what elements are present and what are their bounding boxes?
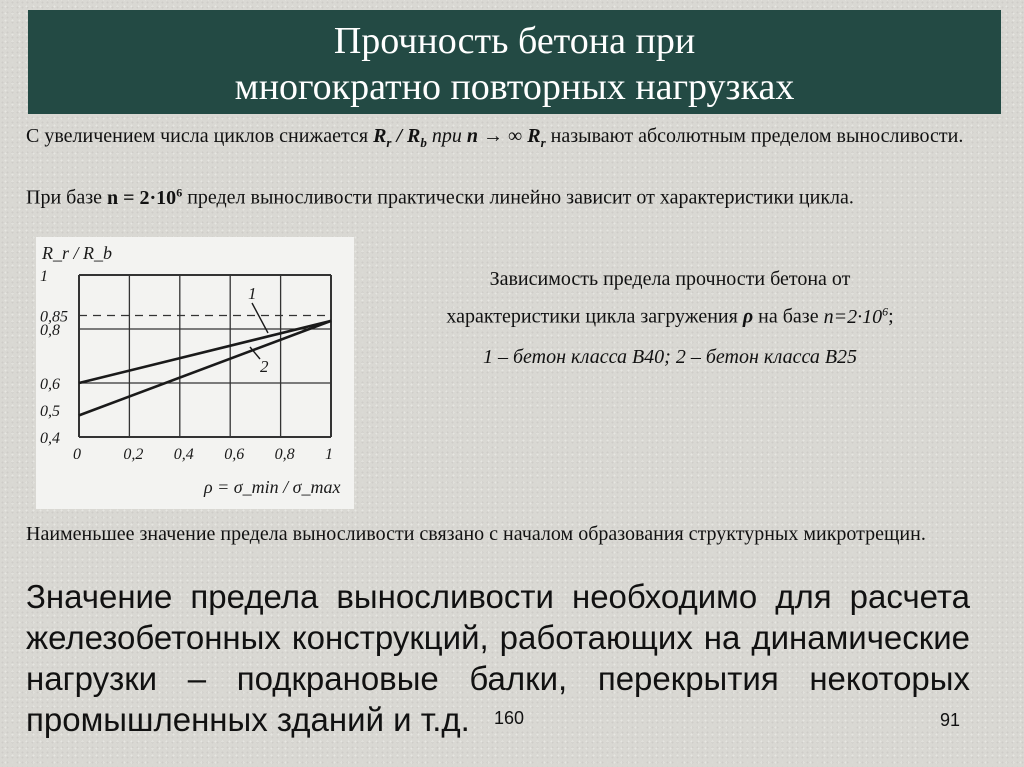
caption-line-2c: ; (888, 305, 894, 328)
x-tick-label: 0,8 (274, 446, 295, 463)
series-label-2: 2 (260, 357, 269, 376)
p2-formula-sup: 6 (176, 185, 183, 199)
p2-text-a: При базе (26, 186, 107, 209)
caption-line-1: Зависимость предела прочности бетона от (489, 268, 851, 290)
paragraph-1 (26, 124, 970, 155)
y-tick-label: 0,8 (40, 322, 60, 339)
y-tick-label: 0,5 (40, 403, 60, 420)
y-tick-label: 0,85 (40, 308, 68, 326)
p1-rb-sub: b (420, 135, 427, 150)
y-axis-label: R_r / R_b (42, 243, 112, 263)
page-number-left: 160 (494, 708, 525, 728)
page-number-right: 91 (940, 710, 961, 730)
y-tick-label: 1 (40, 268, 48, 285)
p1-arrow: → ∞ (478, 125, 528, 147)
p1-rr: R (373, 125, 387, 147)
paragraph-3: Наименьшее значение предела выносливости связано с началом образования структурных микротрещин. (26, 523, 926, 545)
caption-legend: 1 – бетон класса В40; 2 – бетон класса В25 (482, 345, 858, 368)
caption-base-sup: 6 (882, 304, 889, 318)
title-line-1: Прочность бетона при (333, 20, 696, 62)
p2-text-b: предел выносливости практически линейно зависит от характеристики цикла. (182, 186, 854, 209)
p1-slash: / (391, 125, 408, 147)
slide-title (28, 10, 1001, 114)
p1-rr2: R (527, 125, 541, 147)
x-tick-label: 1 (325, 446, 333, 463)
paragraph-2 (26, 180, 970, 210)
caption-line-2a: характеристики цикла загружения (446, 305, 743, 328)
p1-text-b: при (426, 125, 467, 147)
caption-rho: ρ (742, 305, 754, 328)
p1-text-c: называют абсолютным пределом выносливости. (545, 125, 964, 147)
p2-formula: n = 2·10 (106, 186, 177, 209)
x-tick-label: 0,6 (224, 446, 245, 463)
x-axis-label: ρ = σ_min / σ_max (204, 477, 341, 497)
caption-base: n=2·10 (823, 305, 883, 328)
p1-rr-sub: r (386, 135, 392, 150)
p1-n: n (466, 125, 478, 147)
x-tick-label: 0,4 (173, 446, 194, 463)
series-label-1: 1 (248, 284, 257, 303)
series-line-1 (79, 321, 331, 383)
chart-svg (36, 237, 354, 509)
p1-rb: R (407, 125, 421, 147)
caption-line-2b: на базе (753, 305, 824, 328)
paragraph-4: Значение предела выносливости необходимо для расчета железобетонных конструкций, работающих на динамические нагрузки – подкрановые балки, перекрытия некоторых промышленных зданий и т.д. (26, 578, 970, 738)
x-tick-label: 0 (73, 446, 81, 463)
y-tick-label: 0,4 (40, 430, 60, 447)
y-tick-label: 0,6 (40, 376, 60, 393)
figure-caption (370, 263, 970, 373)
series-line-2 (79, 321, 331, 416)
p1-rr2-sub: r (540, 135, 546, 150)
title-line-2: многократно повторных нагрузках (234, 66, 795, 108)
endurance-chart (36, 237, 354, 509)
p1-text-a: С увеличением числа циклов снижается (26, 125, 374, 147)
x-tick-label: 0,2 (123, 446, 144, 463)
